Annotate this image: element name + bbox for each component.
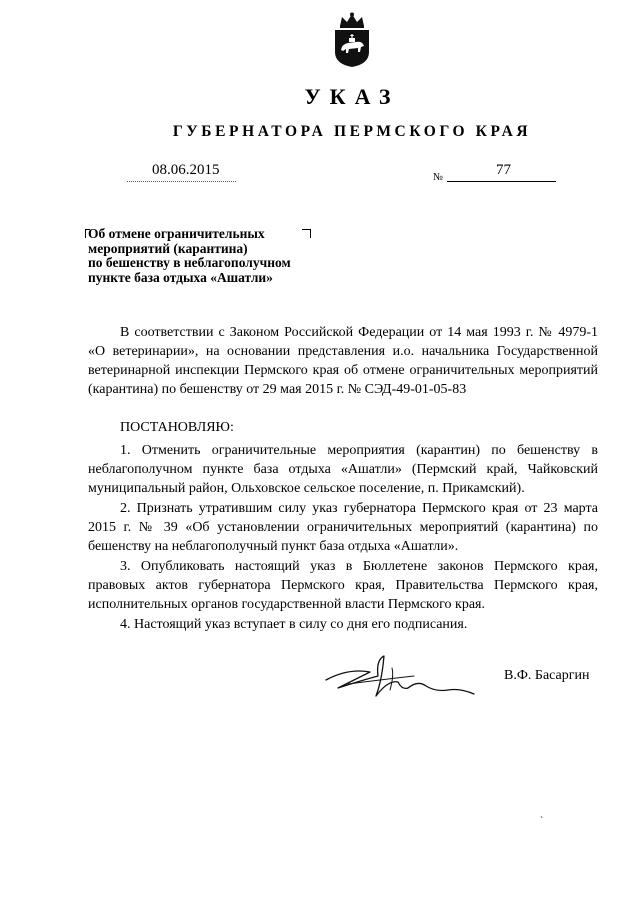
signer-name: В.Ф. Басаргин [504, 668, 590, 683]
number-underline [447, 181, 556, 182]
perm-krai-coat-of-arms-icon [330, 12, 374, 68]
decree-item-1: 1. Отменить ограничительные мероприятия (карантин) по бешенству в неблагополучном пункте база отдыха «Ашатли» (Пермский край, Чайковский муниципальный район, Ольховское сельское поселение, п. Прикамский). [88, 443, 598, 496]
number-sign: № [433, 172, 444, 183]
date-underline [127, 181, 236, 182]
document-date: 08.06.2015 [152, 162, 220, 178]
stray-mark: ` [540, 816, 544, 827]
subject-line: Об отмене ограничительных [88, 226, 265, 241]
handwritten-signature-icon [318, 650, 478, 710]
preamble-paragraph: В соответствии с Законом Российской Федерации от 14 мая 1993 г. № 4979-1 «О ветеринарии», на основании представления и.о. начальника Государственной ветеринарной инспекции Пермского края об отмене ограничительных мероприятий (карантина) по бешенству от 29 мая 2015 г. № СЭД-49-01-05-83 [88, 325, 598, 397]
decree-item-4: 4. Настоящий указ вступает в силу со дня его подписания. [120, 617, 468, 632]
subject-line: мероприятий (карантина) [88, 240, 248, 256]
subject-line: пункте база отдыха «Ашатли» [88, 269, 273, 285]
document-type-title: УКАЗ [304, 84, 400, 109]
issuer-subtitle: ГУБЕРНАТОРА ПЕРМСКОГО КРАЯ [172, 123, 532, 140]
decree-item-2: 2. Признать утратившим силу указ губернатора Пермского края от 23 марта 2015 г. № 39 «Об установлении ограничительных мероприятий (карантина) по бешенству на неблагополучный пункт база отдыха «Ашатли». [88, 501, 598, 554]
decree-word: ПОСТАНОВЛЯЮ: [120, 420, 234, 435]
decree-item-3: 3. Опубликовать настоящий указ в Бюллетене законов Пермского края, правовых актов губернатора Пермского края, Правительства Пермского края, исполнительных органов государственной власти Пермского края. [88, 559, 598, 612]
document-number: 77 [496, 162, 511, 178]
document-subject [88, 227, 328, 285]
subject-line: по бешенству в неблагополучном [88, 255, 291, 270]
